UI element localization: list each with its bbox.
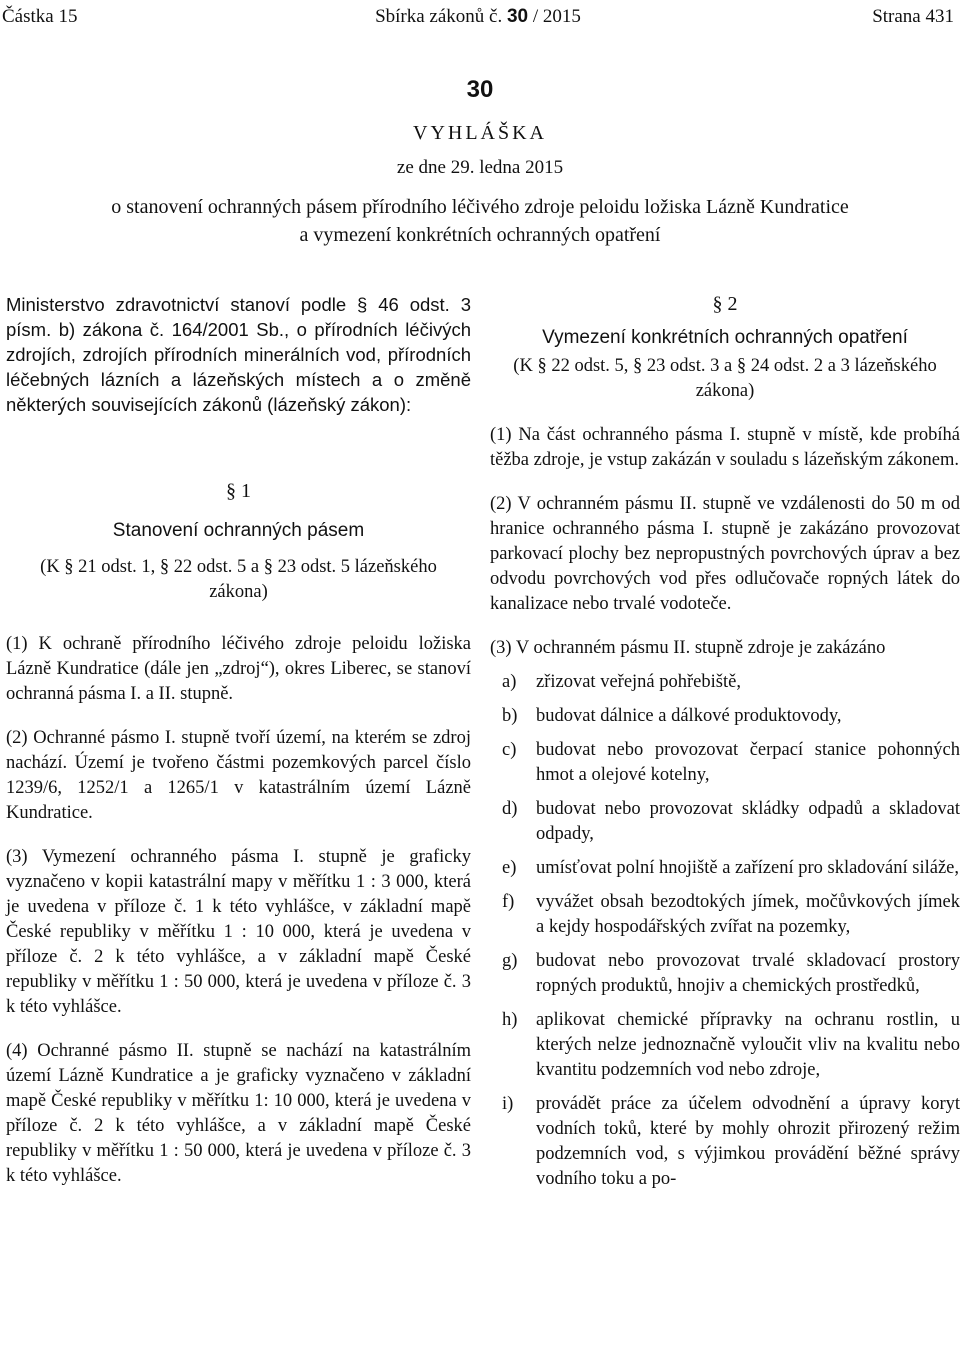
list-item-text: vyvážet obsah bezodtokých jímek, močůvkových jímek a kejdy hospodářských zvířat na pozemky, bbox=[536, 892, 960, 937]
list-item bbox=[490, 856, 960, 881]
prohibition-list bbox=[490, 670, 960, 1192]
header-collection-year: / 2015 bbox=[532, 6, 581, 27]
list-item-text: budovat nebo provozovat skládky odpadů a skladovat odpady, bbox=[536, 799, 960, 844]
list-item bbox=[490, 704, 960, 729]
list-item-letter: c) bbox=[502, 740, 517, 760]
list-item-letter: b) bbox=[502, 706, 518, 726]
list-item-letter: e) bbox=[502, 858, 517, 878]
list-item-text: umísťovat polní hnojiště a zařízení pro skladování siláže, bbox=[536, 858, 960, 878]
section-2-mark: § 2 bbox=[712, 293, 738, 315]
intro-paragraph: Ministerstvo zdravotnictví stanoví podle § 46 odst. 3 písm. b) zákona č. 164/2001 Sb., o přírodních léčivých zdrojích, zdrojích přírodních minerálních vod, přírodních léčebných lázních a lázeňských místech a o změně některých souvisejících zákonů (lázeňský zákon): bbox=[6, 294, 471, 415]
list-item-text: provádět práce za účelem odvodnění a úpravy koryt vodních toků, které by mohly ohrozit přirozený režim podzemních vod, s výjimkou provádění běžné správy vodního toku a po- bbox=[536, 1094, 960, 1189]
section-2-paragraph-2: (2) V ochranném pásmu II. stupně ve vzdálenosti do 50 m od hranice ochranného pásma I. stupně je zakázáno provozovat parkovací plochy bez nepropustných povrchových úprav a bez odvodu povrchových vod přes odlučovače ropných látek do kanalizace nebo trvalé vodoteče. bbox=[490, 494, 960, 614]
section-2-paragraph-1: (1) Na část ochranného pásma I. stupně v místě, kde probíhá těžba zdroje, je vstup zakázán v souladu s lázeňským zákonem. bbox=[490, 425, 960, 470]
document-date: ze dne 29. ledna 2015 bbox=[396, 157, 564, 178]
list-item bbox=[490, 1092, 960, 1192]
section-1-title: Stanovení ochranných pásem bbox=[112, 520, 365, 541]
header-collection-prefix: Sbírka zákonů č. bbox=[375, 6, 503, 27]
list-item-text: aplikovat chemické přípravky na ochranu rostlin, u kterých nelze jednoznačně vyloučit vliv na kvalitu nebo kvantitu podzemních vod nebo zdroje, bbox=[536, 1010, 960, 1080]
page-header bbox=[2, 6, 954, 32]
list-item-letter: a) bbox=[502, 672, 517, 692]
section-1-paragraph-1: (1) K ochraně přírodního léčivého zdroje peloidu ložiska Lázně Kundratice (dále jen „zdroj“), okres Liberec, se stanoví ochranná pásma I. a II. stupně. bbox=[6, 634, 471, 704]
list-item bbox=[490, 1008, 960, 1083]
header-collection-number: 30 bbox=[506, 6, 529, 27]
list-item-text: budovat nebo provozovat čerpací stanice pohonných hmot a olejové kotelny, bbox=[536, 740, 960, 785]
section-1-paragraph-4: (4) Ochranné pásmo II. stupně se nachází na katastrálním území Lázně Kundratice a je graficky vyznačeno v základní mapě České republiky v měřítku 1: 10 000, která je uvedena v příloze č. 2 k této vyhlášce, a v základní mapě České republiky v měřítku 1 : 50 000, která je uvedena v příloze č. 3 k této vyhlášce. bbox=[6, 1041, 471, 1186]
section-2-paragraph-3: (3) V ochranném pásmu II. stupně zdroje je zakázáno bbox=[490, 638, 886, 658]
document-kind: VYHLÁŠKA bbox=[413, 122, 547, 144]
list-item-text: budovat dálnice a dálkové produktovody, bbox=[536, 706, 842, 726]
list-item bbox=[490, 890, 960, 940]
header-collection bbox=[2, 6, 954, 28]
list-item bbox=[490, 797, 960, 847]
header-page: Strana 431 bbox=[872, 6, 954, 27]
list-item-letter: i) bbox=[502, 1094, 514, 1114]
list-item bbox=[490, 670, 960, 695]
list-item-letter: g) bbox=[502, 951, 518, 971]
list-item-letter: f) bbox=[502, 892, 515, 912]
list-item-letter: h) bbox=[502, 1010, 518, 1030]
section-1-mark: § 1 bbox=[226, 480, 251, 502]
list-item bbox=[490, 949, 960, 999]
section-1-paragraph-2: (2) Ochranné pásmo I. stupně tvoří území, na kterém se zdroj nachází. Území je tvořeno částmi pozemkových parcel číslo 1239/6, 1252/1 a 1265/1 v katastrálním území Lázně Kundratice. bbox=[6, 728, 471, 823]
document-subject bbox=[0, 193, 960, 249]
section-2-reference: (K § 22 odst. 5, § 23 odst. 3 a § 24 odst. 2 a 3 lázeňského zákona) bbox=[513, 356, 937, 401]
document-number: 30 bbox=[466, 76, 494, 103]
list-item-text: zřizovat veřejná pohřebiště, bbox=[536, 672, 741, 692]
subject-line: a vymezení konkrétních ochranných opatření bbox=[299, 224, 661, 246]
subject-line: o stanovení ochranných pásem přírodního léčivého zdroje peloidu ložiska Lázně Kundratice bbox=[111, 196, 849, 218]
right-column bbox=[490, 292, 960, 1192]
header-part: Částka 15 bbox=[2, 6, 78, 27]
list-item-text: budovat nebo provozovat trvalé skladovací prostory ropných produktů, hnojiv a chemických prostředků, bbox=[536, 951, 960, 996]
list-item-letter: d) bbox=[502, 799, 518, 819]
section-2-title: Vymezení konkrétních ochranných opatření bbox=[542, 327, 908, 348]
section-1-paragraph-3: (3) Vymezení ochranného pásma I. stupně je graficky vyznačeno v kopii katastrální mapy v měřítku 1 : 3 000, která je uvedena v příloze č. 1 k této vyhlášce, v základní mapě České republiky v měřítku 1 : 10 000, která je uvedena v příloze č. 2 k této vyhlášce, a v základní mapě České republiky v měřítku 1 : 50 000, která je uvedena v příloze č. 3 k této vyhlášce. bbox=[6, 847, 471, 1017]
list-item bbox=[490, 738, 960, 788]
section-1-reference: (K § 21 odst. 1, § 22 odst. 5 a § 23 odst. 5 lázeňského zákona) bbox=[40, 557, 437, 602]
left-column bbox=[6, 292, 471, 1189]
